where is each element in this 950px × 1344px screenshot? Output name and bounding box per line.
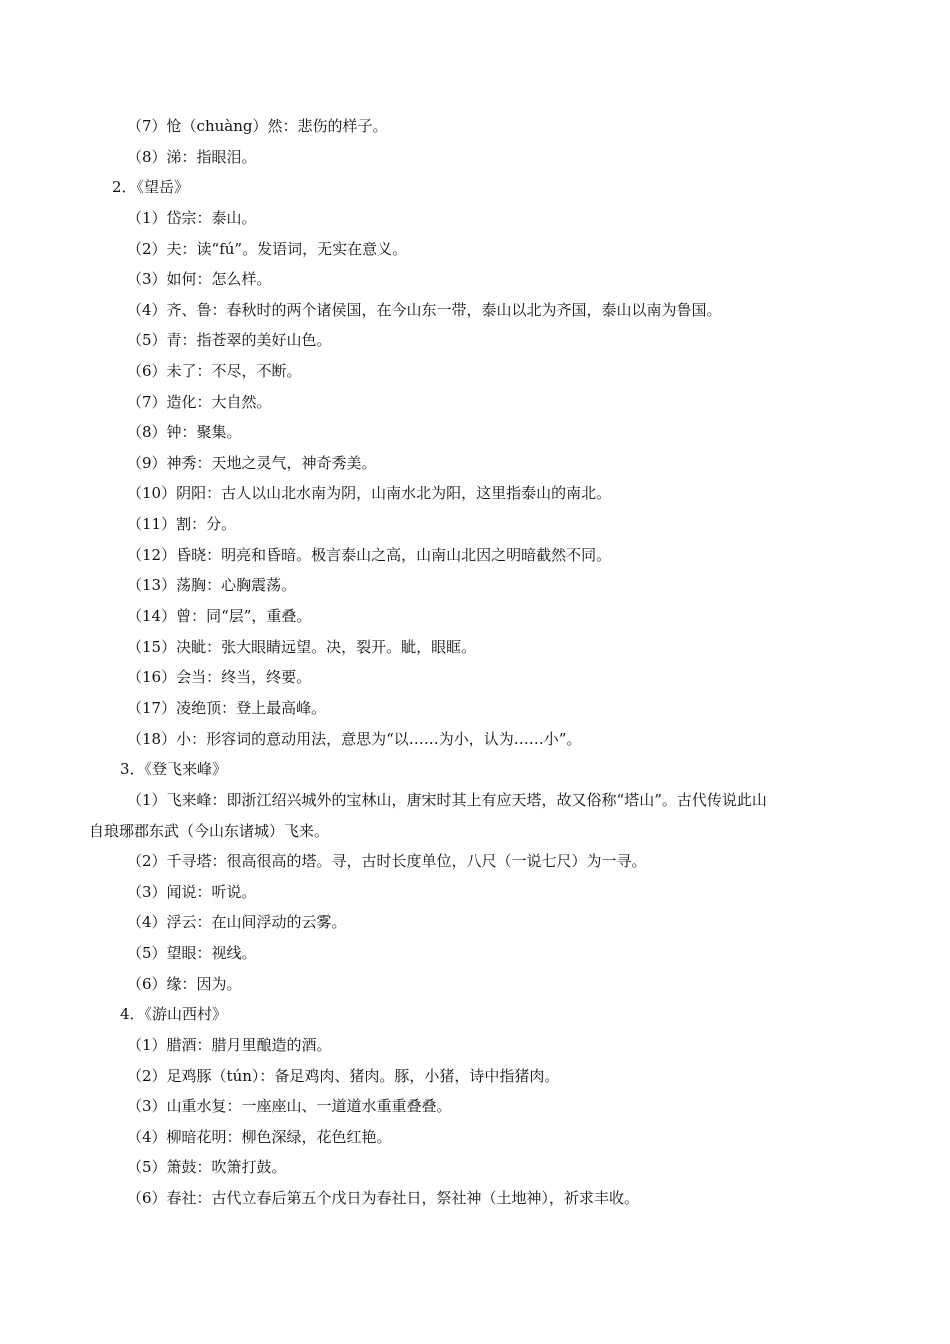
note-line: （6）春社：古代立春后第五个戊日为春社日，祭社神（土地神），祈求丰收。 — [127, 1189, 640, 1207]
note-line: （18）小：形容词的意动用法，意思为“以……为小，认为……小”。 — [127, 730, 582, 748]
note-line: （4）齐、鲁：春秋时的两个诸侯国，在今山东一带，泰山以北为齐国，泰山以南为鲁国。 — [127, 301, 722, 319]
note-line: （12）昏晓：明亮和昏暗。极言泰山之高，山南山北因之明暗截然不同。 — [127, 546, 612, 564]
section-heading: 3．《登飞来峰》 — [120, 760, 228, 778]
note-line-wrapped-first: （1）飞来峰：即浙江绍兴城外的宝林山，唐宋时其上有应天塔，故又俗称“塔山”。古代传说此山 — [127, 791, 767, 809]
note-line: （6）缘：因为。 — [127, 975, 242, 993]
note-line: （16）会当：终当，终要。 — [127, 668, 312, 686]
section-heading: 2．《望岳》 — [112, 178, 190, 196]
note-line: （8）涕：指眼泪。 — [127, 148, 257, 166]
note-line: （2）千寻塔：很高很高的塔。寻，古时长度单位，八尺（一说七尺）为一寻。 — [127, 852, 647, 870]
section-heading: 4．《游山西村》 — [120, 1005, 228, 1023]
note-line: （2）足鸡豚（tún）：备足鸡肉、猪肉。豚，小猪，诗中指猪肉。 — [127, 1067, 560, 1085]
note-line: （6）未了：不尽，不断。 — [127, 362, 302, 380]
note-line: （2）夫：读“fú”。发语词，无实在意义。 — [127, 240, 408, 258]
note-line: （5）青：指苍翠的美好山色。 — [127, 331, 332, 349]
note-line: （4）柳暗花明：柳色深绿，花色红艳。 — [127, 1128, 392, 1146]
note-line: （13）荡胸：心胸震荡。 — [127, 576, 297, 594]
note-line: （8）钟：聚集。 — [127, 423, 242, 441]
note-line: （9）神秀：天地之灵气，神奇秀美。 — [127, 454, 377, 472]
note-line: （3）山重水复：一座座山、一道道水重重叠叠。 — [127, 1097, 452, 1115]
note-line: （7）怆（chuàng）然：悲伤的样子。 — [127, 117, 388, 135]
note-line: （10）阴阳：古人以山北水南为阴，山南水北为阳，这里指泰山的南北。 — [127, 484, 612, 502]
note-line-wrapped-continuation: 自琅琊郡东武（今山东诸城）飞来。 — [89, 822, 330, 840]
note-line: （7）造化：大自然。 — [127, 393, 272, 411]
note-line: （4）浮云：在山间浮动的云雾。 — [127, 913, 347, 931]
note-line: （1）岱宗：泰山。 — [127, 209, 257, 227]
note-line: （14）曾：同“层”，重叠。 — [127, 607, 312, 625]
note-line: （3）闻说：听说。 — [127, 883, 257, 901]
note-line: （1）腊酒：腊月里酿造的酒。 — [127, 1036, 332, 1054]
note-line: （5）望眼：视线。 — [127, 944, 257, 962]
note-line: （17）凌绝顶：登上最高峰。 — [127, 699, 327, 717]
note-line: （15）决眦：张大眼睛远望。决，裂开。眦，眼眶。 — [127, 638, 477, 656]
note-line: （5）箫鼓：吹箫打鼓。 — [127, 1158, 287, 1176]
note-line: （11）割：分。 — [127, 515, 237, 533]
note-line: （3）如何：怎么样。 — [127, 270, 272, 288]
